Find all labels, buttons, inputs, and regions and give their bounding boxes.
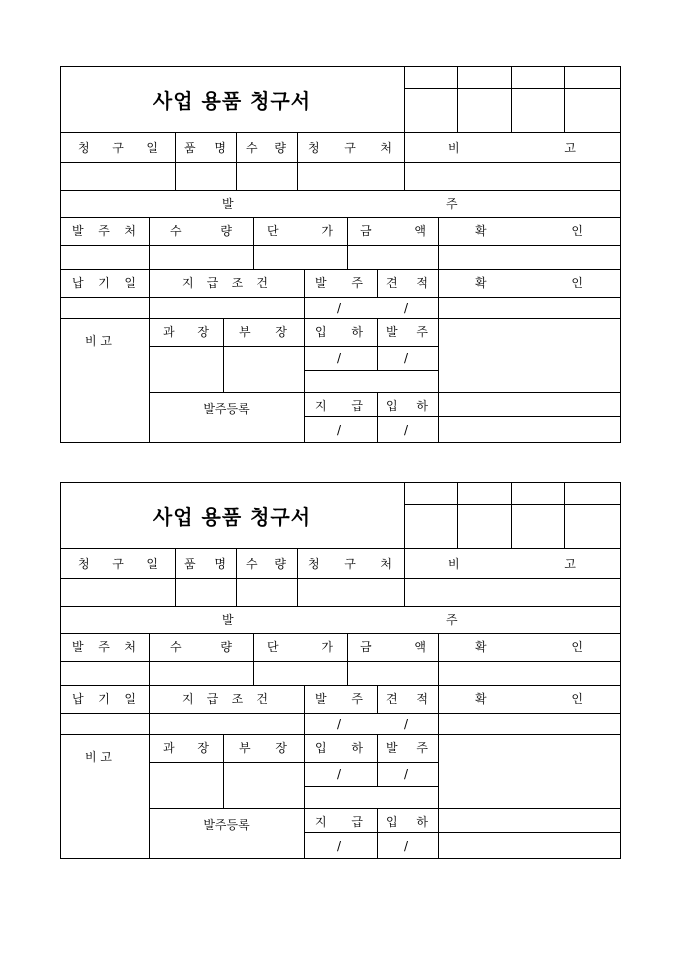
- payment-char: 지: [315, 815, 327, 829]
- receiving-char: 입: [315, 325, 327, 339]
- quantity-char: 량: [274, 557, 286, 571]
- receiving2-char: 하: [416, 815, 428, 829]
- order-char: 주: [351, 276, 363, 290]
- manager-char: 과: [163, 741, 175, 755]
- item-name-char: 명: [214, 141, 226, 155]
- payment-label: [315, 815, 363, 829]
- supplier-char: 발: [72, 640, 84, 654]
- supplier-char: 처: [124, 640, 136, 654]
- confirm2-char: 확: [475, 276, 487, 290]
- unit-price-char: 단: [267, 224, 279, 238]
- request-date-label: [78, 141, 158, 155]
- request-date-char: 청: [78, 141, 90, 155]
- request-to-label: [308, 557, 392, 571]
- item-name-label: [184, 557, 226, 571]
- delivery-date-label: [72, 276, 136, 290]
- form-title: 사업 용품 청구서: [152, 88, 312, 113]
- supplier-char: 발: [72, 224, 84, 238]
- quantity2-label: [170, 224, 232, 238]
- payment-terms-char: 지: [182, 692, 194, 706]
- supplier-char: 주: [98, 640, 110, 654]
- remarks2-label: 비 고: [85, 334, 112, 348]
- request-to-char: 처: [380, 141, 392, 155]
- quantity-char: 수: [246, 557, 258, 571]
- request-date-char: 일: [146, 141, 158, 155]
- request-date-char: 일: [146, 557, 158, 571]
- order-banner-left: 발: [222, 613, 234, 627]
- delivery-date-char: 기: [98, 276, 110, 290]
- request-to-label: [308, 141, 392, 155]
- order-label: [315, 276, 363, 290]
- quantity2-char: 량: [220, 640, 232, 654]
- confirm2-label: [475, 692, 583, 706]
- receiving-label: [315, 741, 363, 755]
- delivery-date-label: [72, 692, 136, 706]
- receiving2-char: 입: [386, 399, 398, 413]
- receiving2-date-slash: /: [404, 839, 409, 853]
- estimate-date-slash: /: [404, 717, 409, 731]
- deputy-label: [239, 741, 287, 755]
- supplier-char: 처: [124, 224, 136, 238]
- item-name-char: 명: [214, 557, 226, 571]
- confirm-char: 확: [475, 224, 487, 238]
- estimate-char: 견: [386, 692, 398, 706]
- request-to-char: 구: [344, 557, 356, 571]
- order-char: 주: [351, 692, 363, 706]
- item-name-label: [184, 141, 226, 155]
- confirm2-char: 인: [571, 276, 583, 290]
- amount-label: [360, 224, 426, 238]
- ordering-label: [386, 325, 428, 339]
- confirm-char: 확: [475, 640, 487, 654]
- confirm-char: 인: [571, 224, 583, 238]
- unit-price-char: 단: [267, 640, 279, 654]
- quantity-label: [246, 141, 286, 155]
- deputy-char: 부: [239, 741, 251, 755]
- quantity2-char: 량: [220, 224, 232, 238]
- amount-label: [360, 640, 426, 654]
- remarks-label: [448, 141, 576, 155]
- request-to-char: 구: [344, 141, 356, 155]
- payment-terms-label: [182, 692, 268, 706]
- confirm2-char: 확: [475, 692, 487, 706]
- payment-terms-char: 건: [256, 692, 268, 706]
- quantity-char: 량: [274, 141, 286, 155]
- supplier-label: [72, 224, 136, 238]
- quantity2-char: 수: [170, 640, 182, 654]
- request-date-char: 청: [78, 557, 90, 571]
- confirm-label: [475, 640, 583, 654]
- supplier-label: [72, 640, 136, 654]
- delivery-date-char: 납: [72, 276, 84, 290]
- payment-char: 급: [351, 399, 363, 413]
- confirm2-label: [475, 276, 583, 290]
- unit-price-label: [267, 224, 333, 238]
- receiving2-label: [386, 815, 428, 829]
- delivery-date-char: 일: [124, 276, 136, 290]
- payment-date-slash: /: [337, 839, 342, 853]
- ordering-char: 발: [386, 325, 398, 339]
- remarks-char: 고: [564, 557, 576, 571]
- confirm-label: [475, 224, 583, 238]
- manager-label: [163, 325, 209, 339]
- delivery-date-char: 납: [72, 692, 84, 706]
- quantity2-label: [170, 640, 232, 654]
- deputy-char: 장: [275, 325, 287, 339]
- receiving2-char: 입: [386, 815, 398, 829]
- request-date-char: 구: [112, 141, 124, 155]
- amount-char: 금: [360, 640, 372, 654]
- ordering-char: 발: [386, 741, 398, 755]
- payment-terms-char: 지: [182, 276, 194, 290]
- receiving-char: 하: [351, 741, 363, 755]
- deputy-label: [239, 325, 287, 339]
- payment-label: [315, 399, 363, 413]
- receiving-date-slash: /: [337, 351, 342, 365]
- payment-terms-char: 조: [231, 276, 244, 290]
- order-registration-label: 발주등록: [203, 818, 250, 832]
- payment-terms-char: 급: [206, 276, 219, 290]
- estimate-date-slash: /: [404, 301, 409, 315]
- estimate-char: 적: [416, 692, 428, 706]
- request-date-char: 구: [112, 557, 124, 571]
- order-char: 발: [315, 692, 327, 706]
- order-date-slash: /: [337, 301, 342, 315]
- request-date-label: [78, 557, 158, 571]
- estimate-label: [386, 276, 428, 290]
- manager-char: 장: [197, 741, 209, 755]
- confirm-char: 인: [571, 640, 583, 654]
- ordering-label: [386, 741, 428, 755]
- ordering-date-slash: /: [404, 767, 409, 781]
- item-name-char: 품: [184, 141, 196, 155]
- request-to-char: 처: [380, 557, 392, 571]
- remarks-label: [448, 557, 576, 571]
- order-registration-label: 발주등록: [203, 402, 250, 416]
- amount-char: 액: [414, 224, 426, 238]
- ordering-date-slash: /: [404, 351, 409, 365]
- quantity2-char: 수: [170, 224, 182, 238]
- order-banner-left: 발: [222, 197, 234, 211]
- request-to-char: 청: [308, 141, 320, 155]
- manager-char: 장: [197, 325, 209, 339]
- amount-char: 액: [414, 640, 426, 654]
- estimate-char: 적: [416, 276, 428, 290]
- manager-char: 과: [163, 325, 175, 339]
- ordering-char: 주: [416, 741, 428, 755]
- receiving2-char: 하: [416, 399, 428, 413]
- ordering-char: 주: [416, 325, 428, 339]
- quantity-char: 수: [246, 141, 258, 155]
- deputy-char: 부: [239, 325, 251, 339]
- requisition-form-2: [60, 482, 621, 859]
- delivery-date-char: 일: [124, 692, 136, 706]
- unit-price-char: 가: [321, 640, 333, 654]
- order-char: 발: [315, 276, 327, 290]
- delivery-date-char: 기: [98, 692, 110, 706]
- unit-price-label: [267, 640, 333, 654]
- order-date-slash: /: [337, 717, 342, 731]
- deputy-char: 장: [275, 741, 287, 755]
- supplier-char: 주: [98, 224, 110, 238]
- receiving-char: 입: [315, 741, 327, 755]
- payment-date-slash: /: [337, 423, 342, 437]
- item-name-char: 품: [184, 557, 196, 571]
- receiving-date-slash: /: [337, 767, 342, 781]
- quantity-label: [246, 557, 286, 571]
- payment-terms-char: 건: [256, 276, 268, 290]
- remarks-char: 비: [448, 141, 460, 155]
- estimate-label: [386, 692, 428, 706]
- estimate-char: 견: [386, 276, 398, 290]
- remarks-char: 비: [448, 557, 460, 571]
- remarks-char: 고: [564, 141, 576, 155]
- order-banner-right: 주: [446, 197, 458, 211]
- receiving2-date-slash: /: [404, 423, 409, 437]
- requisition-form-1: [60, 66, 621, 443]
- receiving2-label: [386, 399, 428, 413]
- order-banner-right: 주: [446, 613, 458, 627]
- unit-price-char: 가: [321, 224, 333, 238]
- payment-terms-label: [182, 276, 268, 290]
- payment-terms-char: 급: [206, 692, 219, 706]
- receiving-label: [315, 325, 363, 339]
- order-label: [315, 692, 363, 706]
- payment-char: 급: [351, 815, 363, 829]
- confirm2-char: 인: [571, 692, 583, 706]
- form-title: 사업 용품 청구서: [152, 504, 312, 529]
- receiving-char: 하: [351, 325, 363, 339]
- remarks2-label: 비 고: [85, 750, 112, 764]
- payment-terms-char: 조: [231, 692, 244, 706]
- manager-label: [163, 741, 209, 755]
- amount-char: 금: [360, 224, 372, 238]
- request-to-char: 청: [308, 557, 320, 571]
- payment-char: 지: [315, 399, 327, 413]
